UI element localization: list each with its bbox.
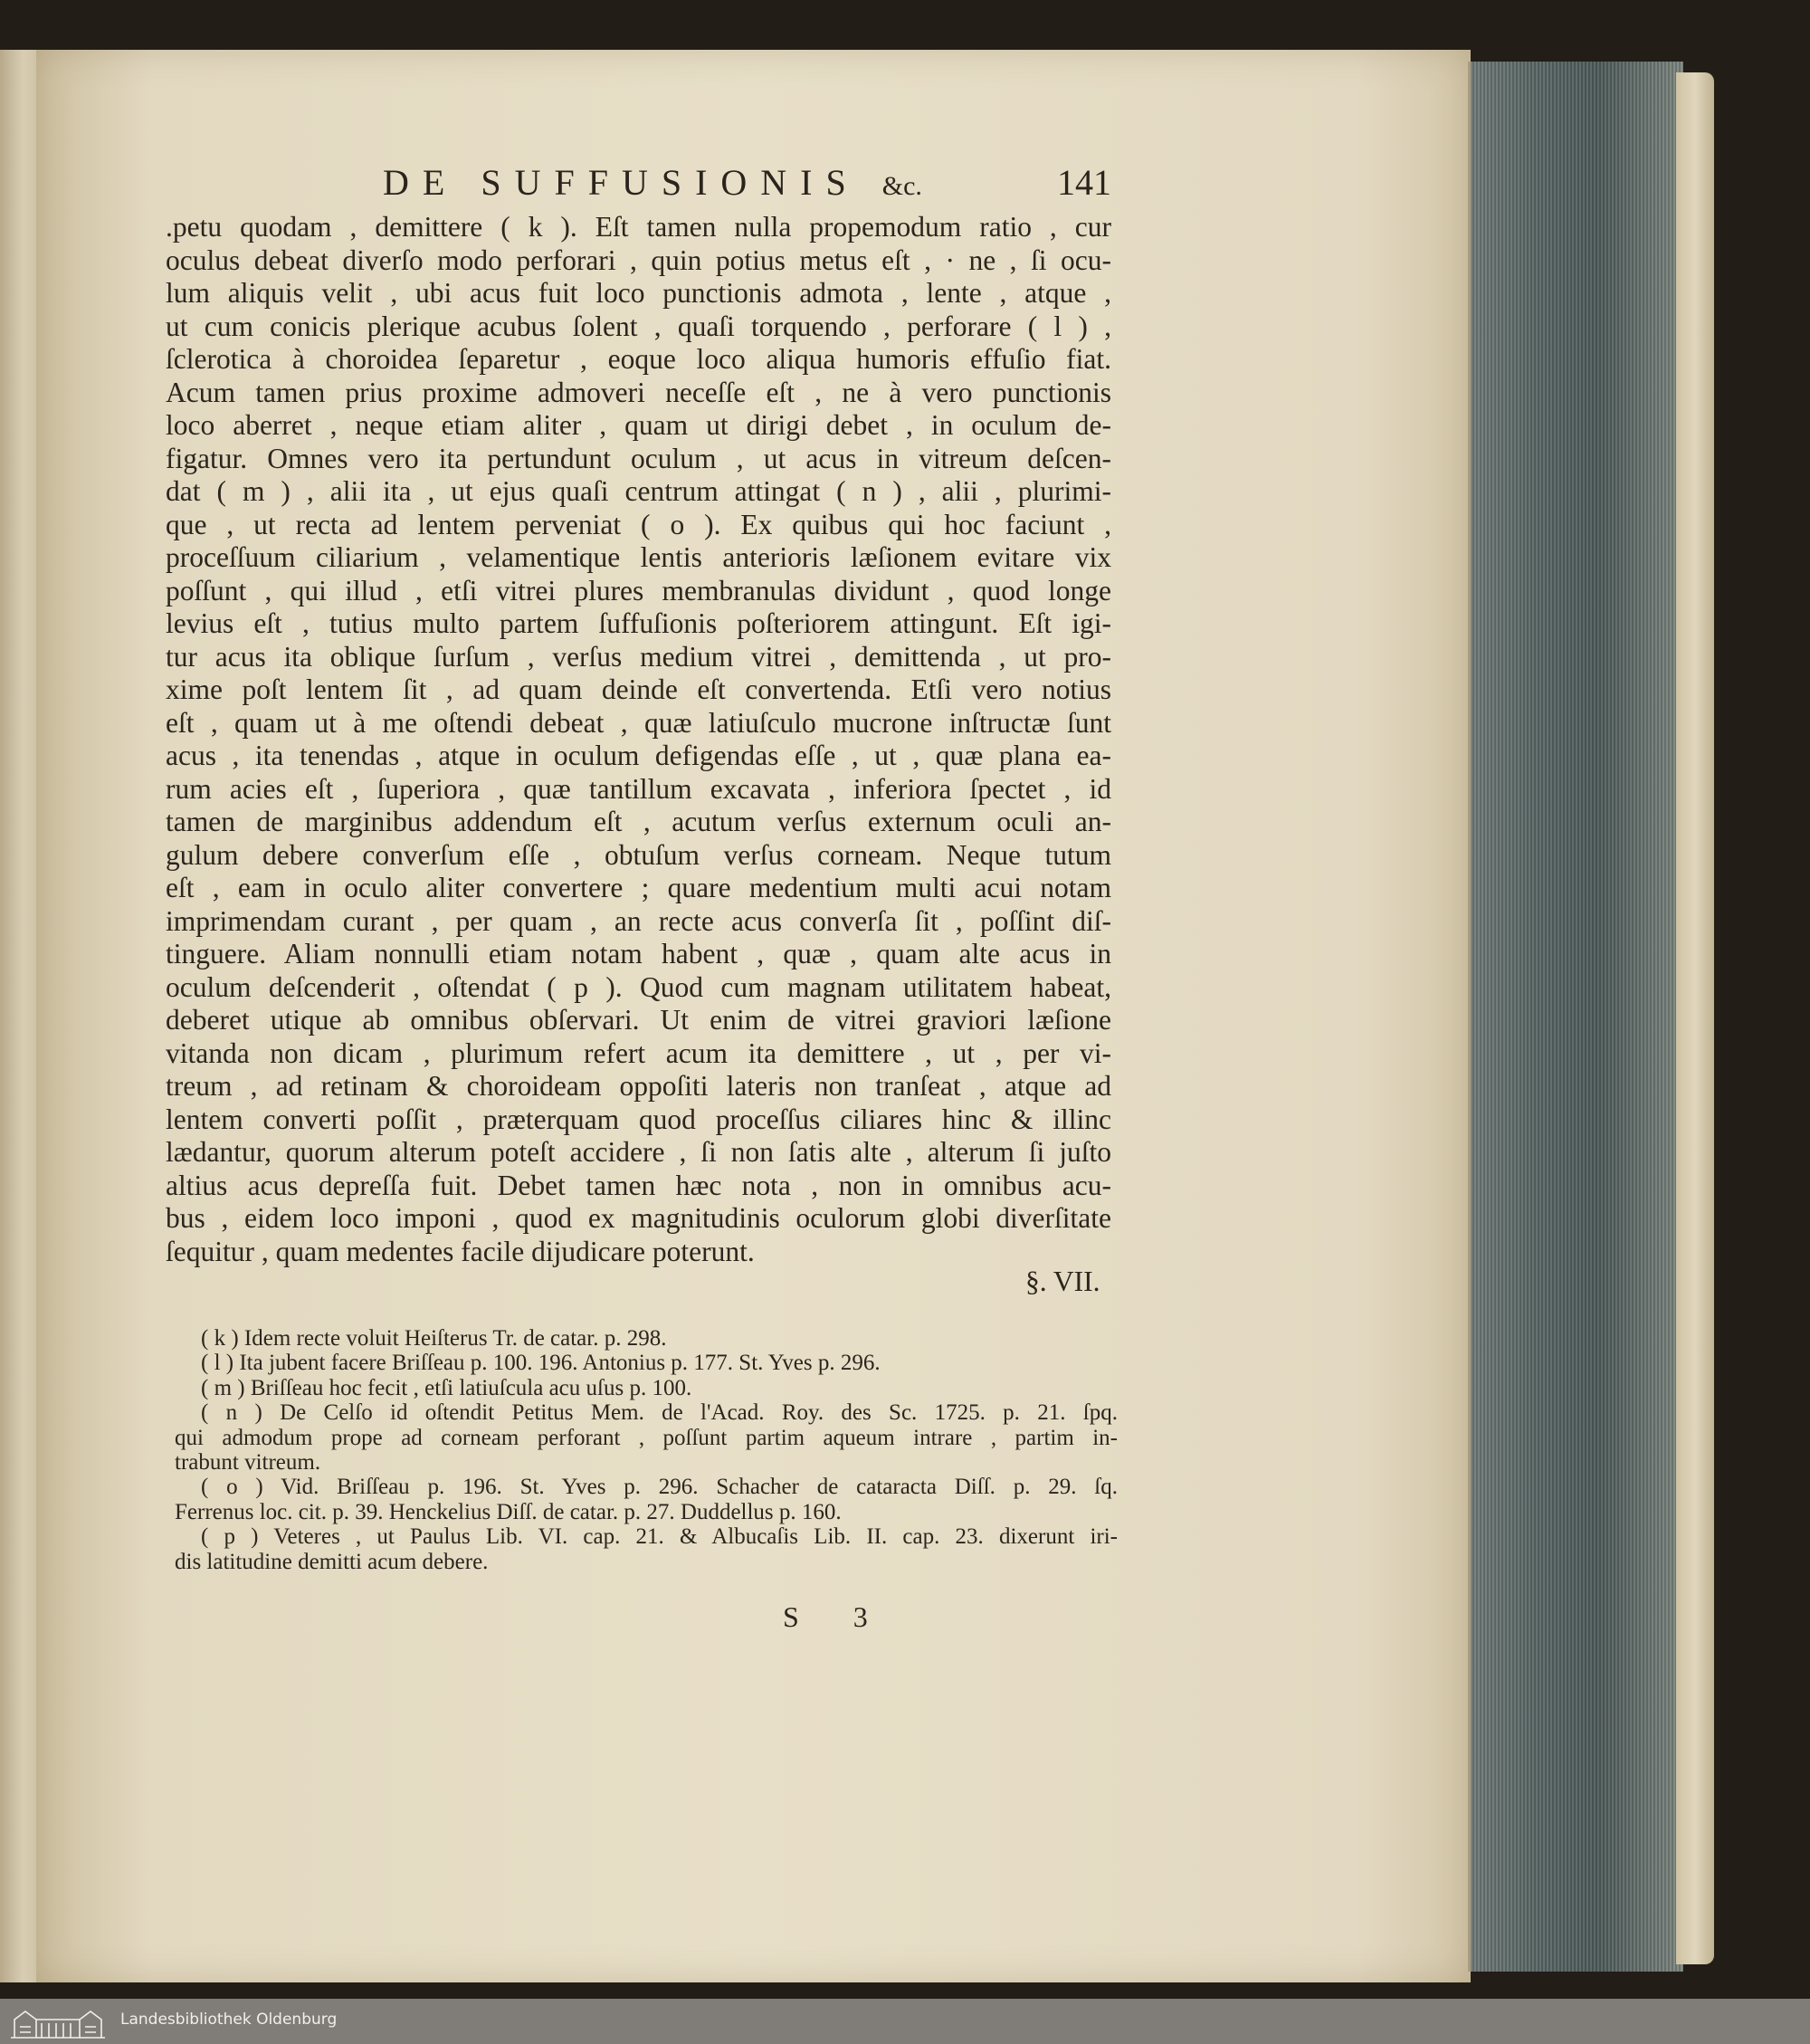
text-line: .petu quodam , demittere ( k ). Eſt tamen nulla propemodum ratio , cur: [166, 211, 1111, 243]
footnote-line: trabunt vitreum.: [175, 1449, 321, 1475]
running-head-suffix: &c.: [881, 171, 922, 201]
text-line: imprimendam curant , per quam , an recte acus converſa ſit , poſſint diſ-: [166, 904, 1111, 937]
text-line: lentem converti poſſit , præterquam quod proceſſus ciliares hinc & illinc: [166, 1103, 1111, 1135]
footnote-line: Ferrenus loc. cit. p. 39. Henckelius Diſſ. de catar. p. 27. Duddellus p. 160.: [175, 1499, 842, 1524]
footnotes: [175, 1326, 1118, 1574]
text-line: dat ( m ) , alii ita , ut ejus quaſi centrum attingat ( n ) , alii , plurimi-: [166, 475, 1111, 507]
text-line: tur acus ita oblique ſurſum , verſus medium vitrei , demittenda , ut pro-: [166, 640, 1111, 673]
text-line: treum , ad retinam & choroideam oppoſiti lateris non tranſeat , atque ad: [166, 1070, 1111, 1102]
text-line: eſt , quam ut à me oſtendi debeat , quæ latiuſculo mucrone inſtructæ ſunt: [166, 706, 1111, 739]
signature-mark: S 3: [783, 1600, 891, 1633]
facing-page-edge: [0, 50, 40, 1982]
text-line: ſequitur , quam medentes facile dijudicare poterunt.: [166, 1235, 755, 1267]
footnote-line: qui admodum prope ad corneam perforant , poſſunt partim aqueum intrare , partim in-: [175, 1425, 1118, 1450]
footnote-line: dis latitudine demitti acum debere.: [175, 1549, 489, 1574]
footnote-line: ( m ) Briſſeau hoc fecit , etſi latiuſcula acu uſus p. 100.: [201, 1375, 692, 1400]
page-stack-edge: [1468, 62, 1683, 1972]
text-line: acus , ita tenendas , atque in oculum defigendas eſſe , ut , quæ plana ea-: [166, 740, 1111, 771]
text-line: xime poſt lentem ſit , ad quam deinde eſt convertenda. Etſi vero notius: [166, 673, 1111, 705]
text-line: ut cum conicis plerique acubus ſolent , quaſi torquendo , perforare ( l ) ,: [166, 310, 1111, 342]
text-line: poſſunt , qui illud , etſi vitrei plures membranulas dividunt , quod longe: [166, 574, 1111, 607]
section-heading-mark: §. VII.: [1025, 1266, 1100, 1297]
text-line: tinguere. Aliam nonnulli etiam notam habent , quæ , quam alte acus in: [166, 938, 1111, 969]
running-head-title: DE SUFFUSIONIS: [383, 162, 860, 203]
text-line: gulum debere converſum eſſe , obtuſum verſus corneam. Neque tutum: [166, 838, 1111, 871]
text-line: Acum tamen prius proxime admoveri neceſſe eſt , ne à vero punctionis: [166, 376, 1111, 408]
text-line: altius acus depreſſa fuit. Debet tamen hæc nota , non in omnibus acu-: [166, 1169, 1111, 1201]
text-line: levius eſt , tutius multo partem ſuffuſionis poſteriorem attingunt. Eſt igi-: [166, 607, 1111, 639]
body-text: [166, 211, 1111, 1268]
text-line: oculum deſcenderit , oſtendat ( p ). Quod cum magnam utilitatem habeat,: [166, 970, 1111, 1003]
text-line: oculus debeat diverſo modo perforari , quin potius metus eſt , · ne , ſi ocu-: [166, 244, 1111, 276]
text-line: figatur. Omnes vero ita pertundunt oculum , ut acus in vitreum deſcen-: [166, 442, 1111, 474]
text-line: ſclerotica à choroidea ſeparetur , eoque loco aliqua humoris effuſio fiat.: [166, 343, 1111, 375]
text-line: tamen de marginibus addendum eſt , acutum verſus externum oculi an-: [166, 806, 1111, 837]
page-number: 141: [1057, 162, 1111, 203]
book-cover-edge: [1676, 72, 1714, 1964]
text-line: loco aberret , neque etiam aliter , quam ut dirigi debet , in oculum de-: [166, 409, 1111, 441]
text-line: eſt , eam in oculo aliter convertere ; quare medentium multi acui notam: [166, 872, 1111, 903]
text-line: bus , eidem loco imponi , quod ex magnitudinis oculorum globi diverſitate: [166, 1202, 1111, 1234]
text-line: lum aliquis velit , ubi acus fuit loco punctionis admota , lente , atque ,: [166, 277, 1111, 309]
text-line: rum acies eſt , ſuperiora , quæ tantillum excavata , inferiora ſpectet , id: [166, 772, 1111, 805]
text-line: deberet utique ab omnibus obſervari. Ut enim de vitrei graviori læſione: [166, 1004, 1111, 1036]
library-building-icon: [7, 2007, 109, 2039]
footnote-line: ( k ) Idem recte voluit Heiſterus Tr. de catar. p. 298.: [201, 1326, 667, 1351]
footnote-line: ( l ) Ita jubent facere Briſſeau p. 100. 196. Antonius p. 177. St. Yves p. 296.: [201, 1351, 881, 1376]
footnote-line: ( o ) Vid. Briſſeau p. 196. St. Yves p. 296. Schacher de cataracta Diſſ. p. 29. ſq.: [201, 1475, 1118, 1500]
library-credit-bar: [0, 1999, 1810, 2044]
text-line: que , ut recta ad lentem perveniat ( o ). Ex quibus qui hoc faciunt ,: [166, 508, 1111, 540]
footnote-line: ( n ) De Celſo id oſtendit Petitus Mem. de l'Acad. Roy. des Sc. 1725. p. 21. ſpq.: [201, 1400, 1118, 1426]
text-line: proceſſuum ciliarium , velamentique lentis anterioris læſionem evitare vix: [166, 541, 1111, 573]
text-line: vitanda non dicam , plurimum refert acum ita demittere , ut , per vi-: [166, 1036, 1111, 1069]
footnote-line: ( p ) Veteres , ut Paulus Lib. VI. cap. 21. & Albucaſis Lib. II. cap. 23. dixerunt iri-: [201, 1524, 1118, 1550]
library-name: Landesbibliothek Oldenburg: [120, 2011, 338, 2029]
running-head: [383, 161, 922, 204]
text-line: lædantur, quorum alterum poteſt accidere , ſi non ſatis alte , alterum ſi juſto: [166, 1136, 1111, 1168]
